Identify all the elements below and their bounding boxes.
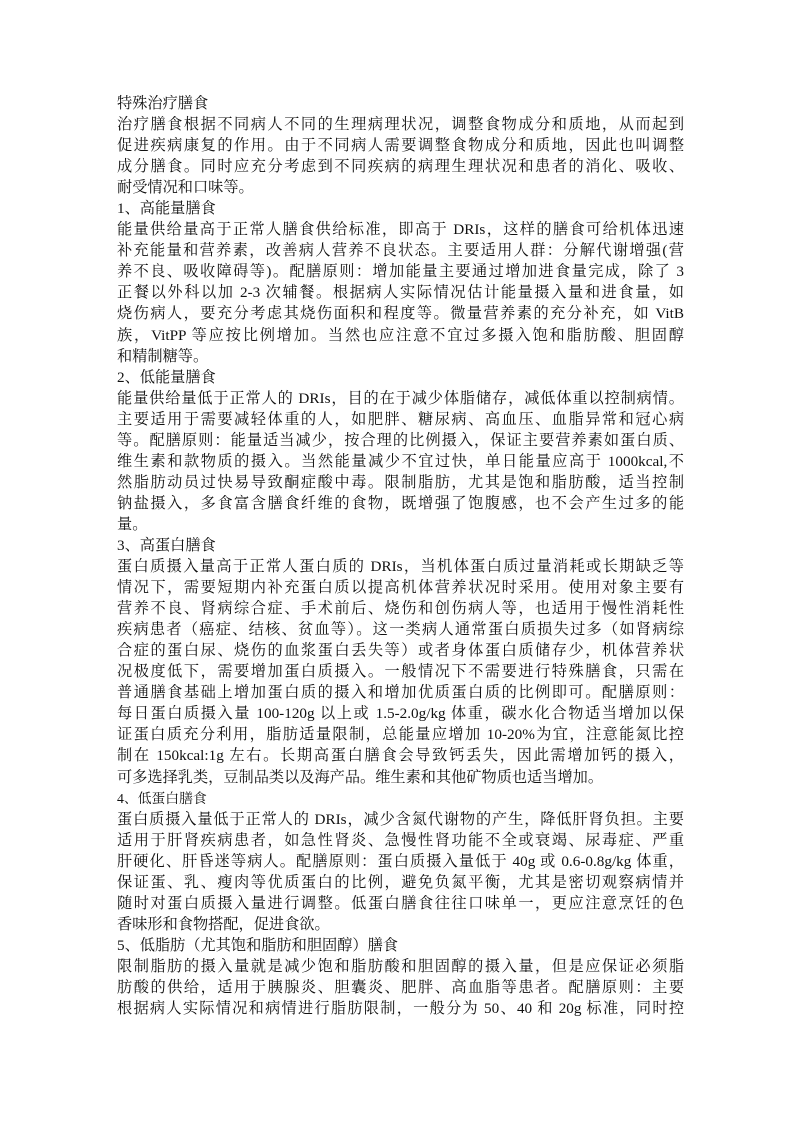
text-line: 然脂肪动员过快易导致酮症酸中毒。限制脂肪，尤其是饱和脂肪酸，适当控制	[117, 473, 684, 491]
text-line: 能量供给量高于正常人膳食供给标准，即高于 DRIs，这样的膳食可给机体迅速	[117, 221, 684, 239]
text-line: 疾病患者（癌症、结核、贫血等）。这一类病人通常蛋白质损失过多（如肾病综	[117, 621, 684, 639]
text-line: 况极度低下，需要增加蛋白质摄入。一般情况下不需要进行特殊膳食，只需在	[117, 663, 684, 681]
text-line: 制在 150kcal:1g 左右。长期高蛋白膳食会导致钙丢失，因此需增加钙的摄入，	[117, 747, 684, 765]
text-line: 治疗膳食根据不同病人不同的生理病理状况，调整食物成分和质地，从而起到	[117, 116, 684, 134]
section-heading: 4、低蛋白膳食	[117, 790, 207, 806]
text-line: 随时对蛋白质摄入量进行调整。低蛋白膳食往往口味单一，更应注意烹饪的色	[117, 894, 684, 912]
text-line: 普通膳食基础上增加蛋白质的摄入和增加优质蛋白质的比例即可。配膳原则：	[117, 684, 684, 702]
text-line: 肝硬化、肝昏迷等病人。配膳原则：蛋白质摄入量低于 40g 或 0.6-0.8g/kg 体重，	[117, 852, 684, 870]
text-line: 耐受情况和口味等。	[117, 179, 254, 197]
section-heading: 2、低能量膳食	[117, 368, 216, 386]
text-line: 主要适用于需要减轻体重的人，如肥胖、糖尿病、高血压、血脂异常和冠心病	[117, 410, 684, 428]
text-line: 蛋白质摄入量高于正常人蛋白质的 DRIs，当机体蛋白质过量消耗或长期缺乏等	[117, 558, 684, 576]
text-line: 香味形和食物搭配，促进食欲。	[117, 915, 330, 933]
section-heading: 3、高蛋白膳食	[117, 536, 216, 554]
text-line: 保证蛋、乳、瘦肉等优质蛋白的比例，避免负氮平衡，尤其是密切观察病情并	[117, 873, 684, 891]
text-line: 烧伤病人，要充分考虑其烧伤面积和程度等。微量营养素的充分补充，如 VitB	[117, 305, 684, 323]
text-line: 根据病人实际情况和病情进行脂肪限制，一般分为 50、40 和 20g 标准，同时控	[117, 1000, 684, 1018]
text-line: 成分膳食。同时应充分考虑到不同疾病的病理生理状况和患者的消化、吸收、	[117, 158, 684, 176]
text-line: 补充能量和营养素，改善病人营养不良状态。主要适用人群：分解代谢增强(营	[117, 242, 684, 260]
text-line: 和精制糖等。	[117, 347, 209, 365]
text-line: 情况下，需要短期内补充蛋白质以提高机体营养状况时采用。使用对象主要有	[117, 579, 684, 597]
section-heading: 5、低脂肪（尤其饱和脂肪和胆固醇）膳食	[117, 936, 398, 954]
text-line: 能量供给量低于正常人的 DRIs，目的在于减少体脂储存，减低体重以控制病情。	[117, 389, 684, 407]
document-title: 特殊治疗膳食	[117, 95, 209, 112]
text-line: 维生素和款物质的摄入。当然能量减少不宜过快，单日能量应高于 1000kcal,不	[117, 452, 684, 470]
text-line: 蛋白质摄入量低于正常人的 DRIs，减少含氮代谢物的产生，降低肝肾负担。主要	[117, 810, 684, 828]
document-text	[117, 93, 684, 1019]
text-line: 合症的蛋白尿、烧伤的血浆蛋白丢失等）或者身体蛋白质储存少，机体营养状	[117, 642, 684, 660]
section-heading: 1、高能量膳食	[117, 200, 216, 218]
text-line: 促进疾病康复的作用。由于不同病人需要调整食物成分和质地，因此也叫调整	[117, 137, 684, 155]
text-line: 限制脂肪的摄入量就是减少饱和脂肪酸和胆固醇的摄入量，但是应保证必须脂	[117, 957, 684, 975]
text-line: 每日蛋白质摄入量 100-120g 以上或 1.5-2.0g/kg 体重，碳水化合物适当增加以保	[117, 705, 684, 723]
text-line: 族，VitPP 等应按比例增加。当然也应注意不宜过多摄入饱和脂肪酸、胆固醇	[117, 326, 684, 344]
text-line: 肪酸的供给，适用于胰腺炎、胆囊炎、肥胖、高血脂等患者。配膳原则：主要	[117, 978, 684, 996]
text-line: 可多选择乳类，豆制品类以及海产品。维生素和其他矿物质也适当增加。	[117, 768, 603, 786]
text-line: 钠盐摄入，多食富含膳食纤维的食物，既增强了饱腹感，也不会产生过多的能	[117, 494, 684, 512]
text-line: 正餐以外科以加 2-3 次辅餐。根据病人实际情况估计能量摄入量和进食量，如	[117, 284, 684, 302]
text-line: 营养不良、肾病综合症、手术前后、烧伤和创伤病人等，也适用于慢性消耗性	[117, 600, 684, 618]
text-line: 适用于肝肾疾病患者，如急性肾炎、急慢性肾功能不全或衰竭、尿毒症、严重	[117, 831, 684, 849]
text-line: 量。	[117, 515, 148, 533]
text-line: 养不良、吸收障碍等)。配膳原则：增加能量主要通过增加进食量完成，除了 3	[117, 263, 684, 281]
text-line: 证蛋白质充分利用，脂肪适量限制，总能量应增加 10-20%为宜，注意能氮比控	[117, 726, 684, 744]
text-line: 等。配膳原则：能量适当减少，按合理的比例摄入，保证主要营养素如蛋白质、	[117, 431, 684, 449]
